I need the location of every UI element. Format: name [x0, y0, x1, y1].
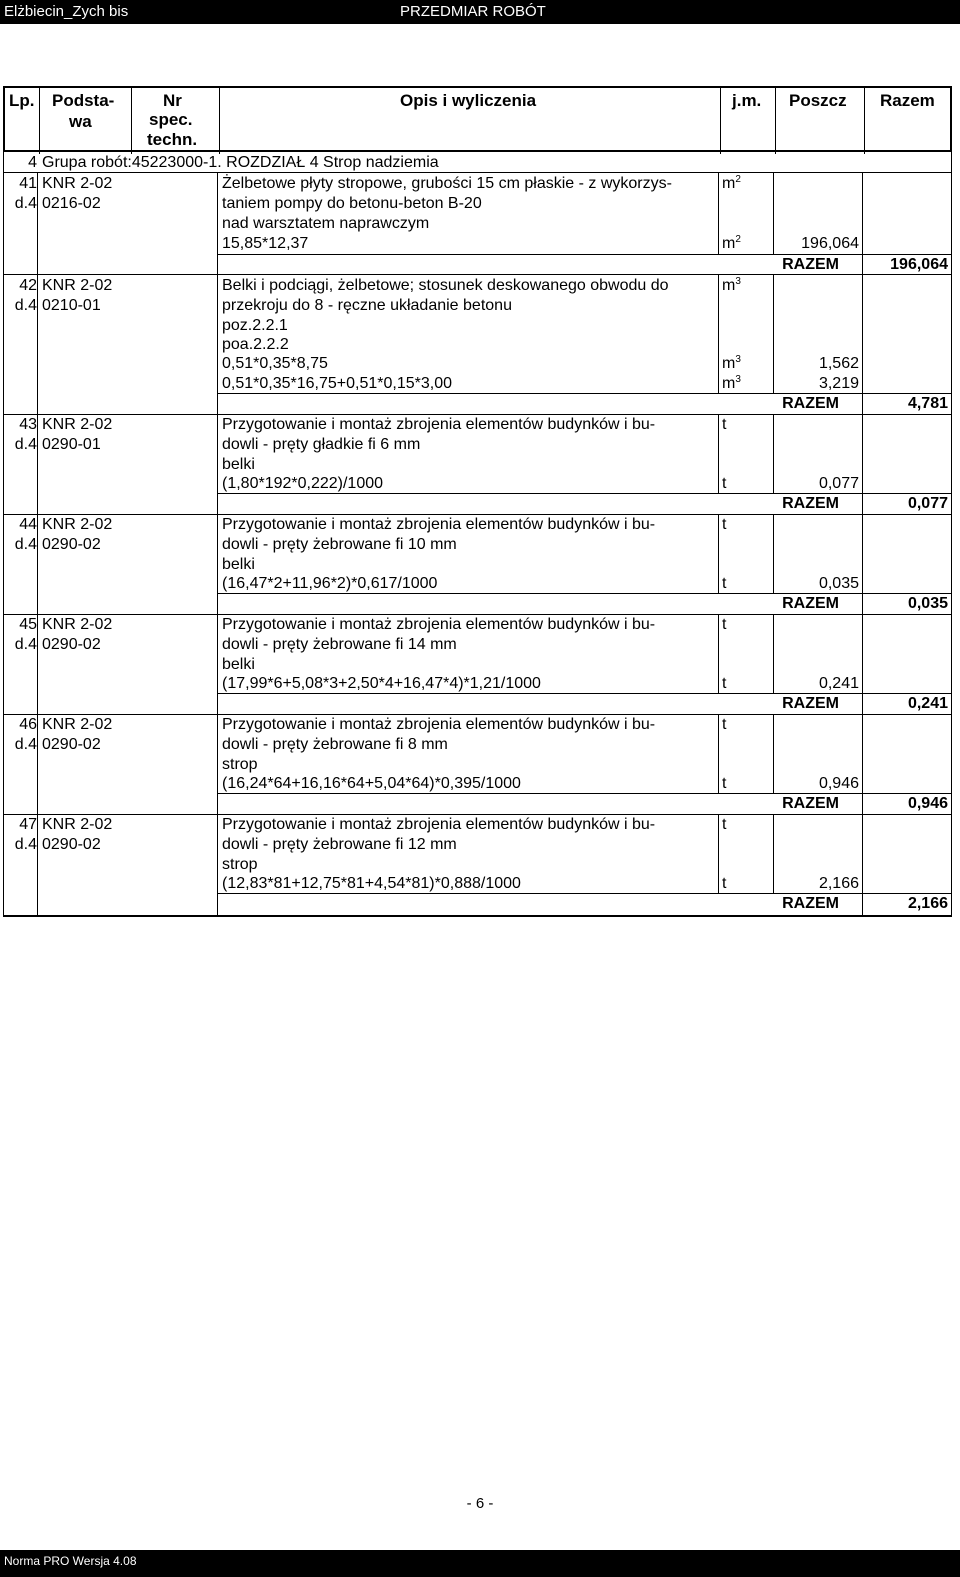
calc-value: 2,166 — [818, 875, 859, 892]
calc-value: 0,946 — [818, 775, 859, 792]
calc-expression: (12,83*81+12,75*81+4,54*81)*0,888/1000 — [222, 875, 521, 892]
item-base: KNR 2-02 — [42, 416, 113, 433]
item-note: belki — [222, 456, 255, 473]
item-description: przekroju do 8 - ręczne układanie betonu — [222, 297, 512, 314]
total-label: RAZEM — [782, 256, 839, 273]
total-value: 0,241 — [907, 695, 948, 712]
item-number: 44 — [19, 516, 37, 533]
item-base: KNR 2-02 — [42, 716, 113, 733]
item-number: 47 — [19, 816, 37, 833]
column-lp: Lp. — [9, 91, 35, 110]
item-unit: t — [722, 716, 727, 733]
total-label: RAZEM — [782, 495, 839, 512]
item-base: KNR 2-02 — [42, 816, 113, 833]
total-label: RAZEM — [782, 795, 839, 812]
column-opis: Opis i wyliczenia — [400, 91, 537, 110]
item-note: strop — [222, 856, 258, 873]
column-nr-3: techn. — [147, 130, 198, 149]
total-value: 0,946 — [907, 795, 948, 812]
calc-value: 0,035 — [818, 575, 859, 592]
total-label: RAZEM — [782, 395, 839, 412]
item-description: dowli - pręty gładkie fi 6 mm — [222, 436, 421, 453]
group-number: 4 — [28, 154, 37, 171]
item-code: 0290-02 — [42, 536, 101, 553]
item-number: 45 — [19, 616, 37, 633]
calc-unit: $m^2$ — [722, 234, 741, 252]
item-number-ref: d.4 — [14, 436, 37, 453]
item-number-ref: d.4 — [14, 636, 37, 653]
calc-value: 196,064 — [801, 235, 859, 252]
document-name: Elżbiecin_Zych bis — [4, 3, 129, 20]
item-base: KNR 2-02 — [42, 616, 113, 633]
calc-expression: 0,51*0,35*8,75 — [222, 355, 328, 372]
item-description: Przygotowanie i montaż zbrojenia elementów budynków i bu- — [222, 816, 656, 833]
item-description: taniem pompy do betonu-beton B-20 — [222, 195, 482, 212]
column-podstawa-1: Podsta- — [52, 91, 115, 110]
item-unit: t — [722, 516, 727, 533]
item-base: KNR 2-02 — [42, 277, 113, 294]
item-description: dowli - pręty żebrowane fi 10 mm — [222, 536, 457, 553]
item-note: belki — [222, 656, 255, 673]
item-code: 0290-02 — [42, 836, 101, 853]
item-number-ref: d.4 — [14, 297, 37, 314]
column-razem: Razem — [880, 91, 935, 110]
total-label: RAZEM — [782, 595, 839, 612]
item-description: Przygotowanie i montaż zbrojenia elementów budynków i bu- — [222, 716, 656, 733]
calc-expression: 0,51*0,35*16,75+0,51*0,15*3,00 — [222, 375, 452, 392]
item-unit: t — [722, 816, 727, 833]
calc-expression: (16,47*2+11,96*2)*0,617/1000 — [222, 575, 438, 592]
item-unit: $m^3$ — [722, 276, 741, 294]
item-base: KNR 2-02 — [42, 175, 113, 192]
item-note: poa.2.2.2 — [222, 336, 289, 353]
item-description: Belki i podciągi, żelbetowe; stosunek deskowanego obwodu do — [222, 277, 669, 294]
item-description: dowli - pręty żebrowane fi 14 mm — [222, 636, 457, 653]
calc-expression: (16,24*64+16,16*64+5,04*64)*0,395/1000 — [222, 775, 521, 792]
item-description: Przygotowanie i montaż zbrojenia elementów budynków i bu- — [222, 616, 656, 633]
item-description: Przygotowanie i montaż zbrojenia elementów budynków i bu- — [222, 516, 656, 533]
calc-unit: t — [722, 575, 727, 592]
calc-value: 0,241 — [818, 675, 859, 692]
top-bar — [0, 0, 960, 24]
item-code: 0290-01 — [42, 436, 101, 453]
column-nr-2: spec. — [149, 110, 193, 129]
calc-value: 3,219 — [818, 375, 859, 392]
document-title: PRZEDMIAR ROBÓT — [400, 3, 546, 20]
column-nr-1: Nr — [163, 91, 182, 110]
total-value: 196,064 — [890, 256, 948, 273]
item-unit: $m^2$ — [722, 174, 741, 192]
calc-expression: 15,85*12,37 — [222, 235, 309, 252]
calc-expression: (1,80*192*0,222)/1000 — [222, 475, 384, 492]
calc-unit: t — [722, 475, 727, 492]
page-number: - 6 - — [466, 1495, 494, 1512]
table-header — [3, 86, 952, 152]
item-code: 0216-02 — [42, 195, 101, 212]
item-description: Żelbetowe płyty stropowe, grubości 15 cm płaskie - z wykorzys- — [222, 175, 672, 192]
column-poszcz: Poszcz — [789, 91, 847, 110]
item-unit: t — [722, 616, 727, 633]
footer-bar — [0, 1550, 960, 1577]
item-base: KNR 2-02 — [42, 516, 113, 533]
item-number: 46 — [19, 716, 37, 733]
item-note: belki — [222, 556, 255, 573]
item-number: 41 — [19, 175, 37, 192]
calc-unit: t — [722, 675, 727, 692]
column-podstawa-2: wa — [69, 112, 92, 131]
calc-unit: $m^3$ — [722, 374, 741, 392]
total-value: 0,035 — [907, 595, 948, 612]
group-title: Grupa robót:45223000-1. ROZDZIAŁ 4 Strop nadziemia — [42, 154, 439, 171]
calc-unit: $m^3$ — [722, 354, 741, 372]
total-value: 2,166 — [907, 895, 948, 912]
calc-value: 1,562 — [818, 355, 859, 372]
item-number-ref: d.4 — [14, 536, 37, 553]
item-unit: t — [722, 416, 727, 433]
item-note: nad warsztatem naprawczym — [222, 215, 430, 232]
item-number-ref: d.4 — [14, 195, 37, 212]
total-value: 4,781 — [907, 395, 948, 412]
calc-value: 0,077 — [818, 475, 859, 492]
item-note: poz.2.2.1 — [222, 317, 288, 334]
item-note: strop — [222, 756, 258, 773]
column-jm: j.m. — [732, 91, 762, 110]
item-number: 42 — [19, 277, 37, 294]
calc-unit: t — [722, 875, 727, 892]
item-description: dowli - pręty żebrowane fi 8 mm — [222, 736, 448, 753]
item-code: 0290-02 — [42, 636, 101, 653]
item-code: 0290-02 — [42, 736, 101, 753]
item-code: 0210-01 — [42, 297, 101, 314]
item-number-ref: d.4 — [14, 736, 37, 753]
item-number: 43 — [19, 416, 37, 433]
software-version: Norma PRO Wersja 4.08 — [4, 1554, 137, 1568]
calc-unit: t — [722, 775, 727, 792]
item-description: dowli - pręty żebrowane fi 12 mm — [222, 836, 457, 853]
total-value: 0,077 — [907, 495, 948, 512]
total-label: RAZEM — [782, 695, 839, 712]
total-label: RAZEM — [782, 895, 839, 912]
item-description: Przygotowanie i montaż zbrojenia elementów budynków i bu- — [222, 416, 656, 433]
item-number-ref: d.4 — [14, 836, 37, 853]
calc-expression: (17,99*6+5,08*3+2,50*4+16,47*4)*1,21/1000 — [222, 675, 541, 692]
